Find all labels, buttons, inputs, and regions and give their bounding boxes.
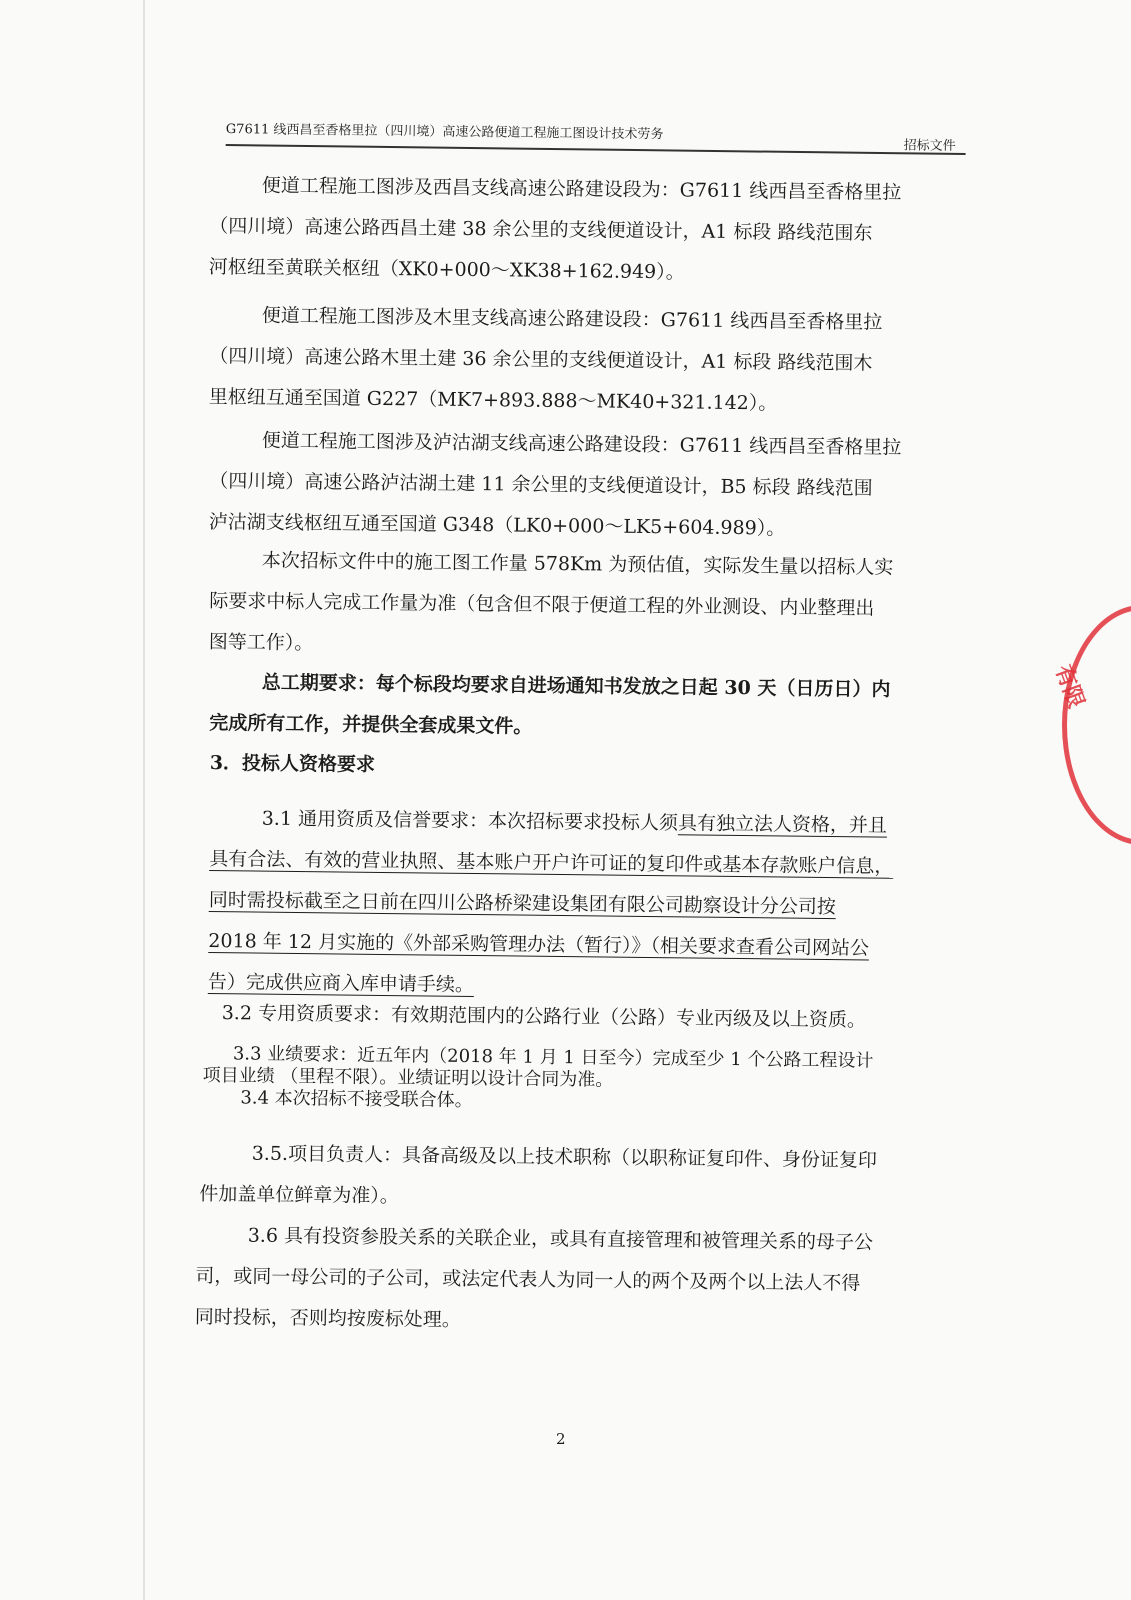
paragraph-project-leader bbox=[199, 1133, 960, 1224]
page-header bbox=[226, 116, 966, 155]
paragraph-schedule bbox=[209, 662, 970, 753]
text-line: 泸沽湖支线枢纽互通至国道 G348（LK0+000～LK5+604.989）。 bbox=[208, 510, 786, 540]
text-line: 图等工作）。 bbox=[208, 630, 314, 655]
text-line: 3.4 本次招标不接受联合体。 bbox=[240, 1087, 473, 1112]
text-line: 3.6 具有投资参股关系的关联企业，或具有直接管理和被管理关系的母子公 bbox=[247, 1224, 874, 1254]
text-line: 同时投标，否则均按废标处理。 bbox=[194, 1305, 461, 1332]
header-doc-type: 招标文件 bbox=[903, 138, 956, 154]
text-line: 件加盖单位鲜章为准）。 bbox=[199, 1182, 399, 1208]
seal-text: 有限 bbox=[1049, 661, 1090, 712]
red-seal-stamp bbox=[1062, 605, 1131, 845]
text-line: 3.2 专用资质要求：有效期范围内的公路行业（公路）专业丙级及以上资质。 bbox=[221, 1001, 867, 1032]
underlined-text: 2018 年 12 月实施的《外部采购管理办法（暂行）》（相关要求查看公司网站公 bbox=[208, 929, 870, 960]
text-line: 司，或同一母公司的子公司，或法定代表人为同一人的两个及两个以上法人不得 bbox=[195, 1264, 861, 1295]
section-heading bbox=[210, 743, 970, 793]
paragraph-xichang bbox=[209, 165, 970, 297]
page-number: 2 bbox=[556, 1430, 566, 1448]
paragraph-luguhu bbox=[209, 420, 970, 552]
text-line: 便道工程施工图涉及西昌支线高速公路建设段为：G7611 线西昌至香格里拉 bbox=[261, 174, 902, 204]
paragraph-workload bbox=[209, 540, 970, 672]
paragraph-muli bbox=[209, 295, 970, 427]
header-title: G7611 线西昌至香格里拉（四川境）高速公路便道工程施工图设计技术劳务 bbox=[225, 121, 664, 143]
paragraph-related-entities bbox=[195, 1215, 956, 1347]
paragraph-performance bbox=[202, 1043, 963, 1118]
text-line: 本次招标文件中的施工图工作量 578Km 为预估值，实际发生量以招标人实 bbox=[261, 549, 894, 579]
text-run: 3.1 通用资质及信誉要求：本次招标要求投标人须 bbox=[261, 807, 679, 835]
text-line: 项目业绩 （里程不限）。业绩证明以设计合同为准。 bbox=[202, 1064, 614, 1091]
underlined-text: 具有独立法人资格，并且 bbox=[677, 812, 888, 837]
text-line: 便道工程施工图涉及木里支线高速公路建设段：G7611 线西昌至香格里拉 bbox=[261, 304, 883, 334]
paragraph-general-qualification bbox=[208, 798, 970, 1012]
text-line: 河枢纽至黄联关枢纽（XK0+000～XK38+162.949）。 bbox=[208, 255, 685, 284]
paragraph-special-qualification bbox=[222, 993, 982, 1043]
underlined-text: 同时需投标截至之日前在四川公路桥梁建设集团有限公司勘察设计分公司按 bbox=[208, 888, 836, 919]
text-line: 3.5.项目负责人：具备高级及以上技术职称（以职称证复印件、身份证复印 bbox=[251, 1142, 878, 1172]
text-line: 完成所有工作，并提供全套成果文件。 bbox=[209, 711, 533, 738]
text-line: （四川境）高速公路西昌土建 38 余公里的支线便道设计，A1 标段 路线范围东 bbox=[209, 214, 873, 245]
text-line: 里枢纽互通至国道 G227（MK7+893.888～MK40+321.142）。 bbox=[208, 385, 778, 415]
text-line: 3.3 业绩要求：近五年内（2018 年 1 月 1 日至今）完成至少 1 个公路工程设计 bbox=[232, 1043, 874, 1072]
heading-text: 3．投标人资格要求 bbox=[209, 751, 376, 776]
underlined-text: 具有合法、有效的营业执照、基本账户开户许可证的复印件或基本存款账户信息， bbox=[209, 847, 894, 878]
underlined-text: 告）完成供应商入库申请手续。 bbox=[207, 970, 475, 997]
text-line: （四川境）高速公路泸沽湖土建 11 余公里的支线便道设计，B5 标段 路线范围 bbox=[209, 469, 873, 500]
text-line: 总工期要求：每个标段均要求自进场通知书发放之日起 30 天（日历日）内 bbox=[261, 671, 891, 701]
text-line: （四川境）高速公路木里土建 36 余公里的支线便道设计，A1 标段 路线范围木 bbox=[209, 344, 873, 375]
text-line: 际要求中标人完成工作量为准（包含但不限于便道工程的外业测设、内业整理出 bbox=[209, 589, 875, 620]
text-line: 便道工程施工图涉及泸沽湖支线高速公路建设段：G7611 线西昌至香格里拉 bbox=[261, 429, 902, 459]
scan-edge bbox=[143, 0, 145, 1600]
